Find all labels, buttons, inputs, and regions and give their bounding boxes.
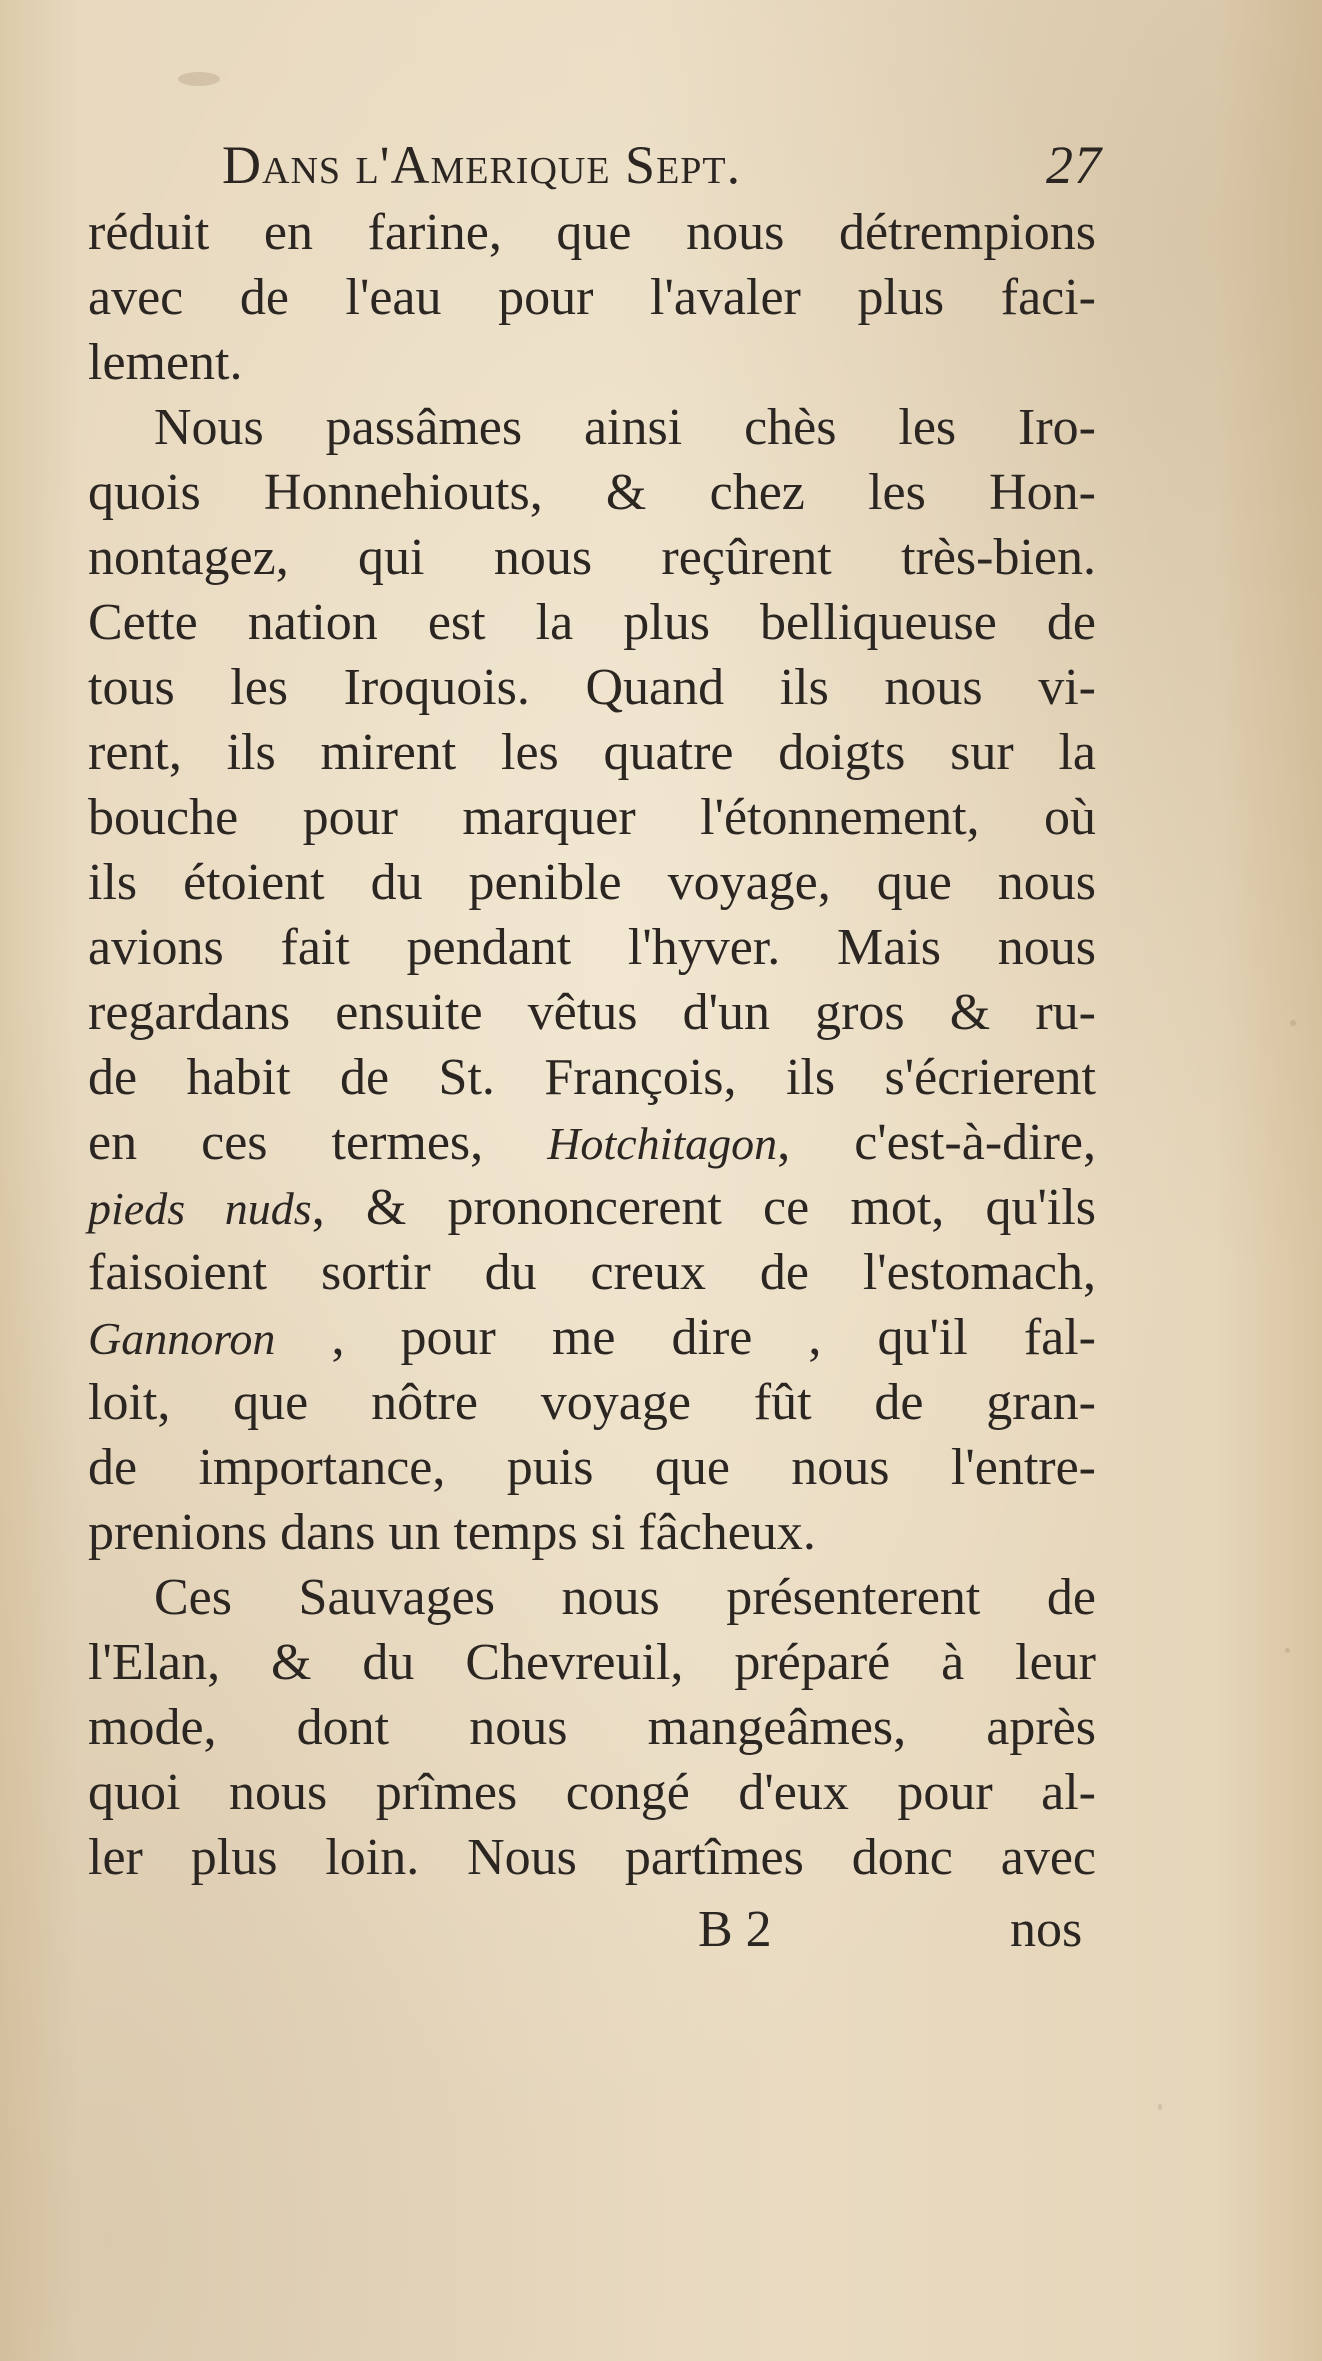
text-line-with-italic [88,1110,1096,1175]
running-header [222,134,1102,194]
text-line: tous les Iroquois. Quand ils nous vi- [88,659,1096,716]
text-line: de importance, puis que nous l'entre- [88,1439,1096,1496]
text-line: loit, que nôtre voyage fût de gran- [88,1374,1096,1431]
text-line: nontagez, qui nous reçûrent très-bien. [88,529,1096,586]
paper-speck [1285,1648,1290,1653]
italic-term: pieds nuds [88,1183,312,1234]
paper-speck [1290,1020,1296,1026]
italic-term: Gannoron [88,1313,276,1364]
text-line: quois Honnehiouts, & chez les Hon- [88,464,1096,521]
text-line: quoi nous prîmes congé d'eux pour al- [88,1764,1096,1821]
text-line: rent, ils mirent les quatre doigts sur la [88,724,1096,781]
text-line-with-italic [88,1305,1096,1370]
text-line: ils étoient du penible voyage, que nous [88,854,1096,911]
running-title: Dans l'Amerique Sept. [222,135,742,195]
text-line: mode, dont nous mangeâmes, après [88,1699,1096,1756]
text-line: lement. [88,334,243,391]
text-line: réduit en farine, que nous détrempions [88,204,1096,261]
text-run: en ces termes, [88,1114,548,1171]
signature-mark: B 2 [698,1901,772,1958]
page-number: 27 [1046,135,1102,195]
text-line: avions fait pendant l'hyver. Mais nous [88,919,1096,976]
paragraph-start-line: Ces Sauvages nous présenterent de [154,1569,1096,1626]
text-line: de habit de St. François, ils s'écrierent [88,1049,1096,1106]
body-text [88,200,1096,1890]
ink-blot [178,72,220,86]
text-line: ler plus loin. Nous partîmes donc avec [88,1829,1096,1886]
text-line: bouche pour marquer l'étonnement, où [88,789,1096,846]
catchword: nos [1010,1901,1083,1958]
page-footer [0,1900,1322,1970]
italic-term: Hotchitagon [547,1118,778,1169]
text-line: regardans ensuite vêtus d'un gros & ru- [88,984,1096,1041]
text-line: prenions dans un temps si fâcheux. [88,1504,816,1561]
text-run: , c'est-à-dire, [777,1114,1096,1171]
text-line: Cette nation est la plus belliqueuse de [88,594,1096,651]
text-line: faisoient sortir du creux de l'estomach, [88,1244,1096,1301]
text-run: , & prononcerent ce mot, qu'ils [311,1179,1097,1236]
text-line: l'Elan, & du Chevreuil, préparé à leur [88,1634,1096,1691]
text-run: , pour me dire , qu'il fal- [275,1309,1096,1366]
paper-speck [1158,2104,1162,2110]
text-line-with-italic [88,1175,1096,1240]
paragraph-start-line: Nous passâmes ainsi chès les Iro- [154,399,1096,456]
text-line: avec de l'eau pour l'avaler plus faci- [88,269,1096,326]
